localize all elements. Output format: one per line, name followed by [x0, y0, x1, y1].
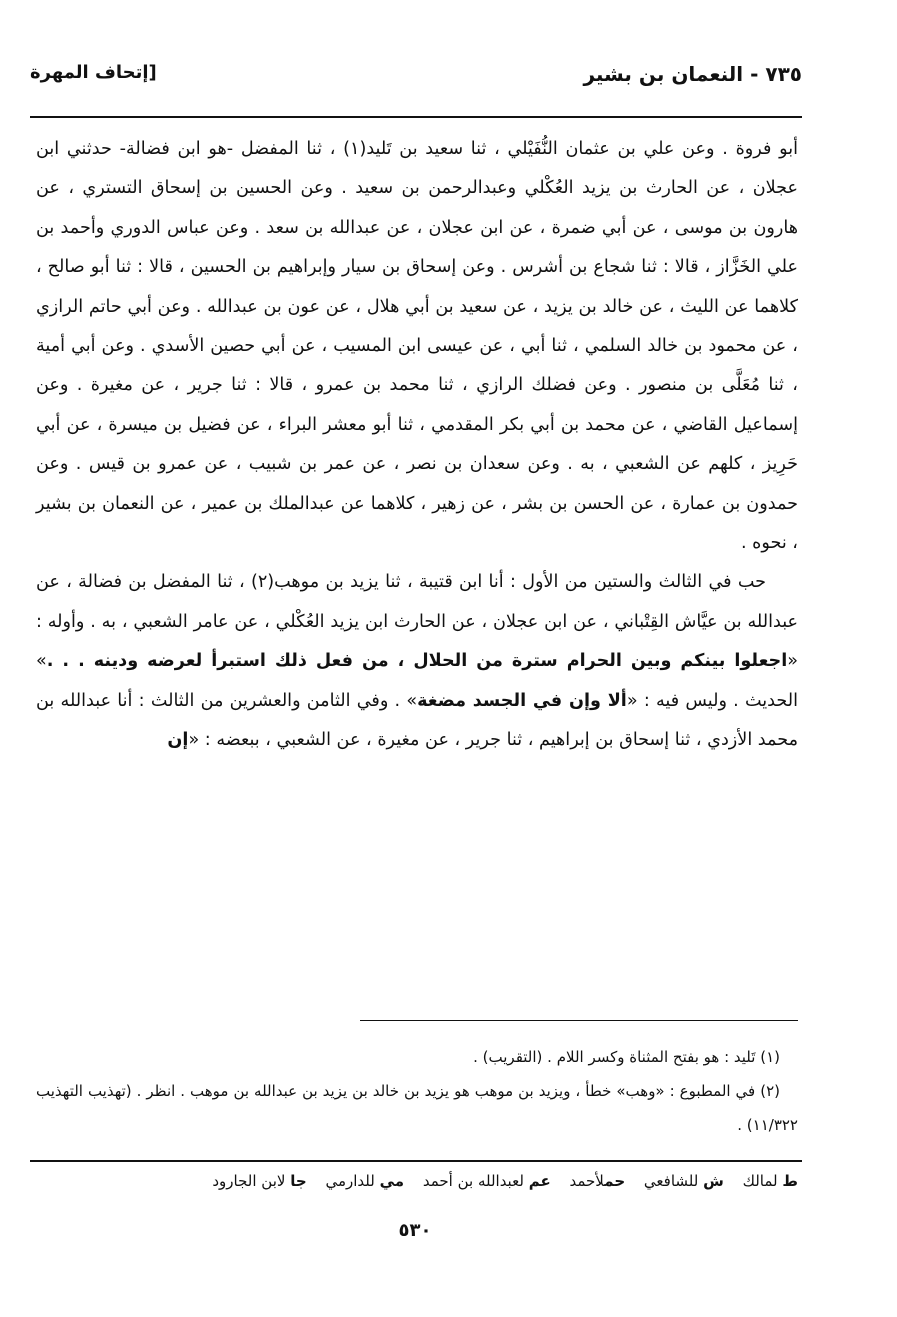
- abbreviation-item: [212, 1172, 306, 1190]
- page-header: [30, 58, 802, 98]
- abbreviation-item: [423, 1172, 551, 1190]
- footnote-2: (٢) في المطبوع : «وهب» خطأ ، ويزيد بن موهب هو يزيد بن خالد بن يزيد بن عبدالله بن موهب . انظر . (تهذيب التهذيب ١١/٣٢٢) .: [36, 1082, 798, 1134]
- abbreviation-item: [325, 1172, 404, 1190]
- paragraph-2: [36, 563, 798, 760]
- paragraph-2-intro: حب في الثالث والستين من الأول : أنا ابن قتيبة ، ثنا يزيد بن موهب(٢) ، ثنا المفضل بن فضالة ، عن عبدالله بن عيَّاش القِتْباني ، عن ابن عجلان ، عن الحارث ابن يزيد العُكْلي ، عن عامر الشعبي ، به . وأوله : «: [36, 572, 798, 672]
- abbreviations-key: [30, 1166, 798, 1196]
- header-divider: [30, 116, 802, 118]
- abbreviation-code: ش: [703, 1172, 724, 1190]
- abbreviation-label: لابن الجارود: [212, 1172, 286, 1190]
- abbreviation-code: عم: [528, 1172, 551, 1190]
- footnote-divider: [360, 1020, 798, 1021]
- footnote-1: (١) تَليد : هو بفتح المثناة وكسر اللام . (التقريب) .: [473, 1048, 780, 1066]
- abbreviation-item: [644, 1172, 724, 1190]
- page-number: ٥٣٠: [398, 1220, 432, 1241]
- chapter-heading: ٧٣٥ - النعمان بن بشير: [583, 62, 802, 86]
- abbreviation-label: للدارمي: [325, 1172, 375, 1190]
- abbreviation-label: لمالك: [742, 1172, 778, 1190]
- hadith-quote-2: ألا وإن في الجسد مضغة: [417, 690, 627, 711]
- paragraph-2-mid-1: » الحديث . وليس فيه : «: [36, 651, 799, 711]
- book-title: [إتحاف المهرة: [30, 62, 157, 83]
- abbreviation-label: لعبدالله بن أحمد: [422, 1172, 524, 1190]
- main-text: [36, 130, 798, 761]
- abbreviation-label: لأحمد: [569, 1172, 605, 1190]
- abbreviation-code: جا: [290, 1172, 307, 1190]
- abbreviations-divider: [30, 1160, 802, 1162]
- abbreviation-item: [743, 1172, 798, 1190]
- hadith-quote-1: اجعلوا بينكم وبين الحرام سترة من الحلال ، من فعل ذلك استبرأ لعرضه ودينه . . .: [46, 651, 788, 672]
- paragraph-1: أبو فروة . وعن علي بن عثمان النُّفَيْلي ، ثنا سعيد بن تَليد(١) ، ثنا المفضل -هو ابن فضالة- حدثني ابن عجلان ، عن الحارث بن يزيد العُكْلي وعبدالرحمن بن سعيد . وعن الحسين بن إسحاق التستري ، عن هارون بن موسى ، عن أبي ضمرة ، عن ابن عجلان ، عن عبدالله بن سعد . وعن عباس الدوري وأحمد بن علي الخَزَّاز ، قالا : ثنا شجاع بن أشرس . وعن إسحاق بن سيار وإبراهيم بن الحسين ، قالا : ثنا أبو صالح ، كلاهما عن الليث ، عن خالد بن يزيد ، عن سعيد بن أبي هلال ، عن عون بن عبدالله . وعن أبي حاتم الرازي ، عن محمود بن خالد السلمي ، ثنا أبي ، عن عيسى ابن المسيب ، عن أبي حصين الأسدي . وعن أبي أمية ، ثنا مُعَلَّى بن منصور . وعن فضلك الرازي ، ثنا محمد بن عمرو ، قالا : ثنا جرير ، عن مغيرة . وعن إسماعيل القاضي ، عن محمد بن أبي بكر المقدمي ، ثنا أبو معشر البراء ، عن فضيل بن ميسرة ، عن أبي حَرِيز ، كلهم عن الشعبي ، به . وعن سعدان بن نصر ، عن عمر بن شبيب ، عن عمرو بن قيس . وعن حمدون بن عمارة ، عن الحسن بن بشر ، عن زهير ، كلاهما عن عبدالملك بن عمير ، عن النعمان بن بشير ، نحوه .: [36, 139, 798, 554]
- footnotes: [36, 1040, 798, 1142]
- abbreviation-code: حم: [604, 1172, 626, 1190]
- abbreviation-code: مي: [379, 1172, 405, 1190]
- abbreviation-code: ط: [782, 1172, 798, 1190]
- hadith-quote-3: إن: [167, 730, 189, 751]
- abbreviation-item: [569, 1172, 625, 1190]
- paragraph-2-mid-2: » . وفي الثامن والعشرين من الثالث : أنا عبدالله بن محمد الأزدي ، ثنا إسحاق بن إبراهيم ، ثنا جرير ، عن مغيرة ، عن الشعبي ، ببعضه : «: [36, 690, 798, 751]
- abbreviation-label: للشافعي: [643, 1172, 699, 1190]
